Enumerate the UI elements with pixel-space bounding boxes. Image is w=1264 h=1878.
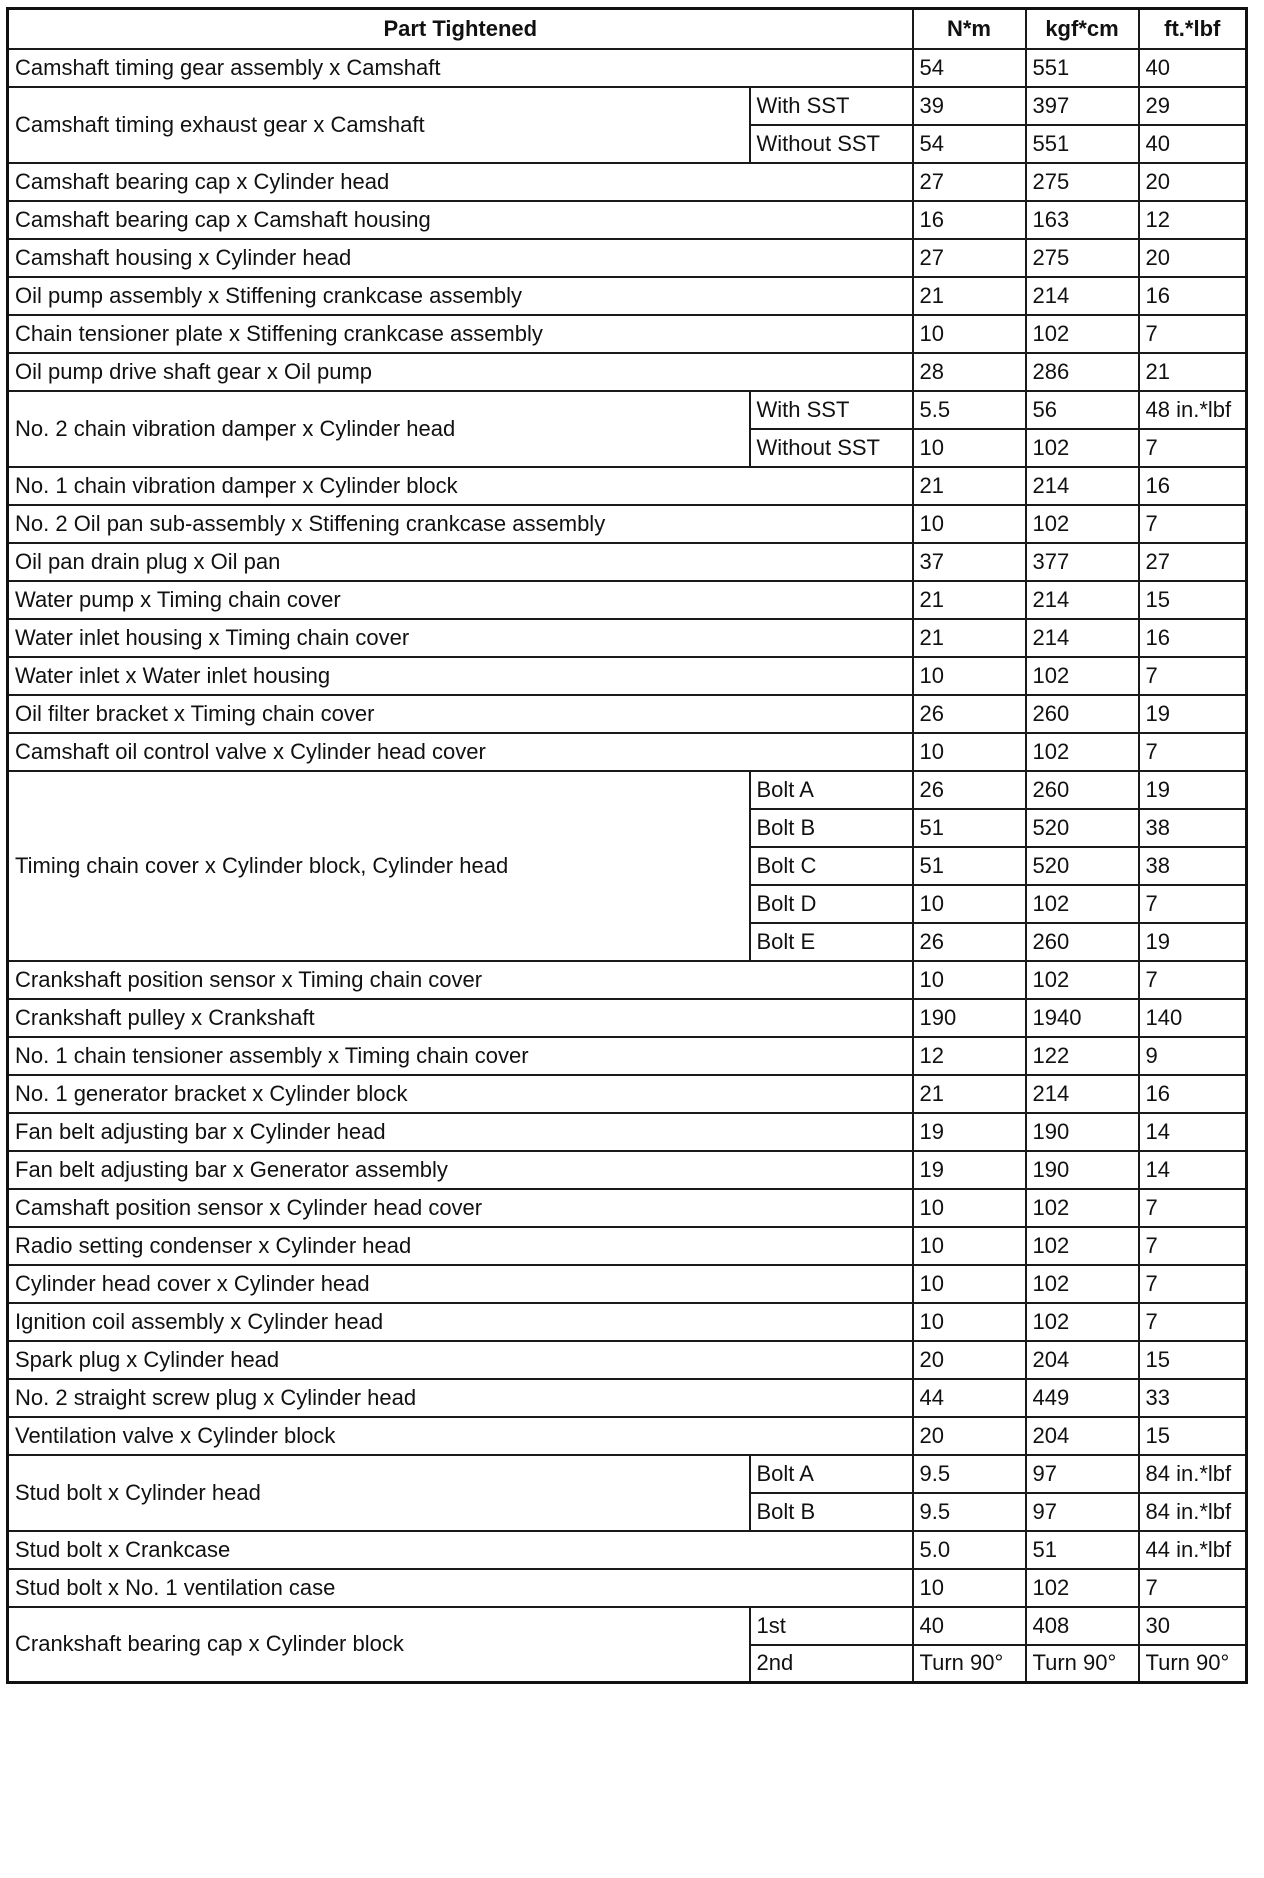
condition-cell: Bolt A [750, 771, 913, 809]
part-tightened-cell: Camshaft housing x Cylinder head [8, 239, 913, 277]
torque-ft-lbf-cell: 7 [1139, 1189, 1247, 1227]
header-ft-lbf: ft.*lbf [1139, 9, 1247, 49]
table-row [8, 1531, 1247, 1569]
table-row [8, 277, 1247, 315]
torque-nm-cell: 26 [913, 923, 1026, 961]
torque-nm-cell: 26 [913, 695, 1026, 733]
torque-kgf-cm-cell: 520 [1026, 809, 1139, 847]
part-tightened-cell: Crankshaft position sensor x Timing chain cover [8, 961, 913, 999]
torque-nm-cell: 21 [913, 1075, 1026, 1113]
torque-kgf-cm-cell: 102 [1026, 505, 1139, 543]
torque-kgf-cm-cell: 214 [1026, 619, 1139, 657]
part-tightened-cell: Oil pan drain plug x Oil pan [8, 543, 913, 581]
torque-ft-lbf-cell: 29 [1139, 87, 1247, 125]
torque-kgf-cm-cell: 102 [1026, 1303, 1139, 1341]
torque-kgf-cm-cell: 102 [1026, 429, 1139, 467]
part-tightened-cell: Crankshaft bearing cap x Cylinder block [8, 1607, 750, 1683]
torque-kgf-cm-cell: 1940 [1026, 999, 1139, 1037]
torque-nm-cell: 40 [913, 1607, 1026, 1645]
table-row [8, 315, 1247, 353]
torque-nm-cell: 20 [913, 1341, 1026, 1379]
part-tightened-cell: Oil filter bracket x Timing chain cover [8, 695, 913, 733]
table-row [8, 1379, 1247, 1417]
torque-nm-cell: 10 [913, 429, 1026, 467]
table-header-row [8, 9, 1247, 49]
torque-nm-cell: 10 [913, 1303, 1026, 1341]
torque-ft-lbf-cell: 44 in.*lbf [1139, 1531, 1247, 1569]
condition-cell: With SST [750, 87, 913, 125]
table-row [8, 619, 1247, 657]
torque-nm-cell: 10 [913, 505, 1026, 543]
part-tightened-cell: Chain tensioner plate x Stiffening crankcase assembly [8, 315, 913, 353]
part-tightened-cell: Camshaft oil control valve x Cylinder head cover [8, 733, 913, 771]
torque-nm-cell: 10 [913, 315, 1026, 353]
torque-ft-lbf-cell: 7 [1139, 505, 1247, 543]
torque-kgf-cm-cell: 551 [1026, 125, 1139, 163]
torque-ft-lbf-cell: 7 [1139, 315, 1247, 353]
table-row [8, 771, 1247, 809]
torque-nm-cell: 51 [913, 809, 1026, 847]
torque-kgf-cm-cell: 122 [1026, 1037, 1139, 1075]
part-tightened-cell: No. 2 straight screw plug x Cylinder head [8, 1379, 913, 1417]
table-row [8, 353, 1247, 391]
torque-ft-lbf-cell: 21 [1139, 353, 1247, 391]
torque-kgf-cm-cell: 97 [1026, 1455, 1139, 1493]
table-row [8, 1075, 1247, 1113]
torque-kgf-cm-cell: 163 [1026, 201, 1139, 239]
table-row [8, 49, 1247, 87]
torque-nm-cell: 9.5 [913, 1493, 1026, 1531]
torque-nm-cell: 44 [913, 1379, 1026, 1417]
part-tightened-cell: Stud bolt x No. 1 ventilation case [8, 1569, 913, 1607]
torque-nm-cell: 21 [913, 467, 1026, 505]
torque-nm-cell: 5.5 [913, 391, 1026, 429]
table-row [8, 239, 1247, 277]
part-tightened-cell: No. 1 chain vibration damper x Cylinder block [8, 467, 913, 505]
table-row [8, 1607, 1247, 1645]
torque-ft-lbf-cell: 12 [1139, 201, 1247, 239]
torque-nm-cell: 54 [913, 125, 1026, 163]
torque-nm-cell: 37 [913, 543, 1026, 581]
torque-nm-cell: 10 [913, 1569, 1026, 1607]
torque-kgf-cm-cell: 214 [1026, 467, 1139, 505]
torque-ft-lbf-cell: 38 [1139, 847, 1247, 885]
table-row [8, 1037, 1247, 1075]
torque-nm-cell: 10 [913, 733, 1026, 771]
torque-ft-lbf-cell: 7 [1139, 733, 1247, 771]
condition-cell: Without SST [750, 429, 913, 467]
part-tightened-cell: No. 2 chain vibration damper x Cylinder head [8, 391, 750, 467]
torque-nm-cell: 10 [913, 657, 1026, 695]
table-row [8, 961, 1247, 999]
torque-ft-lbf-cell: 20 [1139, 163, 1247, 201]
torque-nm-cell: 39 [913, 87, 1026, 125]
table-row [8, 1189, 1247, 1227]
part-tightened-cell: No. 1 chain tensioner assembly x Timing chain cover [8, 1037, 913, 1075]
torque-nm-cell: 27 [913, 239, 1026, 277]
condition-cell: 1st [750, 1607, 913, 1645]
part-tightened-cell: Water pump x Timing chain cover [8, 581, 913, 619]
torque-ft-lbf-cell: 48 in.*lbf [1139, 391, 1247, 429]
torque-specification-table [6, 7, 1248, 1684]
torque-nm-cell: Turn 90° [913, 1645, 1026, 1683]
table-row [8, 1417, 1247, 1455]
torque-nm-cell: 19 [913, 1151, 1026, 1189]
torque-ft-lbf-cell: 19 [1139, 923, 1247, 961]
torque-kgf-cm-cell: 102 [1026, 733, 1139, 771]
part-tightened-cell: Water inlet housing x Timing chain cover [8, 619, 913, 657]
torque-kgf-cm-cell: 377 [1026, 543, 1139, 581]
torque-ft-lbf-cell: 27 [1139, 543, 1247, 581]
part-tightened-cell: Stud bolt x Cylinder head [8, 1455, 750, 1531]
torque-ft-lbf-cell: 19 [1139, 695, 1247, 733]
torque-ft-lbf-cell: 30 [1139, 1607, 1247, 1645]
header-part-tightened: Part Tightened [8, 9, 913, 49]
torque-nm-cell: 5.0 [913, 1531, 1026, 1569]
condition-cell: Bolt D [750, 885, 913, 923]
torque-nm-cell: 10 [913, 885, 1026, 923]
condition-cell: With SST [750, 391, 913, 429]
torque-nm-cell: 21 [913, 277, 1026, 315]
torque-ft-lbf-cell: 14 [1139, 1151, 1247, 1189]
part-tightened-cell: Crankshaft pulley x Crankshaft [8, 999, 913, 1037]
part-tightened-cell: Oil pump drive shaft gear x Oil pump [8, 353, 913, 391]
torque-ft-lbf-cell: 7 [1139, 1265, 1247, 1303]
table-row [8, 505, 1247, 543]
torque-nm-cell: 9.5 [913, 1455, 1026, 1493]
part-tightened-cell: Fan belt adjusting bar x Cylinder head [8, 1113, 913, 1151]
table-row [8, 391, 1247, 429]
torque-ft-lbf-cell: 16 [1139, 277, 1247, 315]
torque-kgf-cm-cell: 102 [1026, 961, 1139, 999]
part-tightened-cell: Ignition coil assembly x Cylinder head [8, 1303, 913, 1341]
torque-kgf-cm-cell: 102 [1026, 1189, 1139, 1227]
torque-nm-cell: 54 [913, 49, 1026, 87]
torque-nm-cell: 28 [913, 353, 1026, 391]
part-tightened-cell: Oil pump assembly x Stiffening crankcase assembly [8, 277, 913, 315]
header-kgf-cm: kgf*cm [1026, 9, 1139, 49]
torque-nm-cell: 10 [913, 1189, 1026, 1227]
torque-ft-lbf-cell: 15 [1139, 1417, 1247, 1455]
torque-ft-lbf-cell: 140 [1139, 999, 1247, 1037]
torque-nm-cell: 190 [913, 999, 1026, 1037]
torque-kgf-cm-cell: 551 [1026, 49, 1139, 87]
torque-nm-cell: 20 [913, 1417, 1026, 1455]
torque-ft-lbf-cell: 7 [1139, 657, 1247, 695]
table-row [8, 163, 1247, 201]
torque-ft-lbf-cell: 16 [1139, 1075, 1247, 1113]
table-row [8, 1455, 1247, 1493]
condition-cell: Bolt A [750, 1455, 913, 1493]
torque-nm-cell: 26 [913, 771, 1026, 809]
part-tightened-cell: Camshaft bearing cap x Cylinder head [8, 163, 913, 201]
condition-cell: Bolt E [750, 923, 913, 961]
part-tightened-cell: No. 1 generator bracket x Cylinder block [8, 1075, 913, 1113]
torque-kgf-cm-cell: 102 [1026, 1227, 1139, 1265]
torque-kgf-cm-cell: 204 [1026, 1417, 1139, 1455]
torque-kgf-cm-cell: 214 [1026, 277, 1139, 315]
torque-ft-lbf-cell: 7 [1139, 885, 1247, 923]
part-tightened-cell: Water inlet x Water inlet housing [8, 657, 913, 695]
torque-ft-lbf-cell: 7 [1139, 429, 1247, 467]
torque-kgf-cm-cell: 214 [1026, 581, 1139, 619]
torque-kgf-cm-cell: 275 [1026, 163, 1139, 201]
part-tightened-cell: Camshaft timing exhaust gear x Camshaft [8, 87, 750, 163]
table-row [8, 1265, 1247, 1303]
part-tightened-cell: Radio setting condenser x Cylinder head [8, 1227, 913, 1265]
torque-ft-lbf-cell: 38 [1139, 809, 1247, 847]
torque-kgf-cm-cell: 260 [1026, 923, 1139, 961]
torque-ft-lbf-cell: 84 in.*lbf [1139, 1455, 1247, 1493]
torque-nm-cell: 10 [913, 1227, 1026, 1265]
table-row [8, 543, 1247, 581]
torque-nm-cell: 21 [913, 619, 1026, 657]
torque-kgf-cm-cell: 56 [1026, 391, 1139, 429]
table-row [8, 1151, 1247, 1189]
torque-kgf-cm-cell: 102 [1026, 885, 1139, 923]
torque-ft-lbf-cell: 9 [1139, 1037, 1247, 1075]
torque-kgf-cm-cell: 214 [1026, 1075, 1139, 1113]
torque-ft-lbf-cell: 7 [1139, 1569, 1247, 1607]
torque-kgf-cm-cell: 275 [1026, 239, 1139, 277]
part-tightened-cell: Camshaft position sensor x Cylinder head cover [8, 1189, 913, 1227]
part-tightened-cell: Fan belt adjusting bar x Generator assembly [8, 1151, 913, 1189]
torque-ft-lbf-cell: 40 [1139, 125, 1247, 163]
table-row [8, 1569, 1247, 1607]
torque-ft-lbf-cell: 16 [1139, 619, 1247, 657]
table-row [8, 1113, 1247, 1151]
torque-ft-lbf-cell: 33 [1139, 1379, 1247, 1417]
torque-ft-lbf-cell: 40 [1139, 49, 1247, 87]
torque-kgf-cm-cell: Turn 90° [1026, 1645, 1139, 1683]
part-tightened-cell: Timing chain cover x Cylinder block, Cylinder head [8, 771, 750, 961]
header-nm: N*m [913, 9, 1026, 49]
torque-nm-cell: 51 [913, 847, 1026, 885]
table-row [8, 657, 1247, 695]
torque-ft-lbf-cell: 7 [1139, 1303, 1247, 1341]
table-row [8, 999, 1247, 1037]
torque-nm-cell: 10 [913, 1265, 1026, 1303]
part-tightened-cell: Ventilation valve x Cylinder block [8, 1417, 913, 1455]
condition-cell: Bolt B [750, 809, 913, 847]
torque-ft-lbf-cell: 15 [1139, 581, 1247, 619]
torque-kgf-cm-cell: 102 [1026, 1265, 1139, 1303]
torque-kgf-cm-cell: 520 [1026, 847, 1139, 885]
torque-ft-lbf-cell: Turn 90° [1139, 1645, 1247, 1683]
torque-ft-lbf-cell: 20 [1139, 239, 1247, 277]
part-tightened-cell: Camshaft timing gear assembly x Camshaft [8, 49, 913, 87]
condition-cell: 2nd [750, 1645, 913, 1683]
torque-ft-lbf-cell: 7 [1139, 1227, 1247, 1265]
torque-ft-lbf-cell: 15 [1139, 1341, 1247, 1379]
torque-kgf-cm-cell: 102 [1026, 657, 1139, 695]
torque-nm-cell: 10 [913, 961, 1026, 999]
torque-nm-cell: 16 [913, 201, 1026, 239]
torque-kgf-cm-cell: 449 [1026, 1379, 1139, 1417]
torque-nm-cell: 27 [913, 163, 1026, 201]
table-body [8, 49, 1247, 1683]
torque-kgf-cm-cell: 397 [1026, 87, 1139, 125]
torque-ft-lbf-cell: 19 [1139, 771, 1247, 809]
part-tightened-cell: Camshaft bearing cap x Camshaft housing [8, 201, 913, 239]
torque-ft-lbf-cell: 7 [1139, 961, 1247, 999]
table-row [8, 467, 1247, 505]
part-tightened-cell: Spark plug x Cylinder head [8, 1341, 913, 1379]
torque-kgf-cm-cell: 260 [1026, 695, 1139, 733]
table-row [8, 1303, 1247, 1341]
torque-ft-lbf-cell: 16 [1139, 467, 1247, 505]
torque-kgf-cm-cell: 260 [1026, 771, 1139, 809]
torque-nm-cell: 19 [913, 1113, 1026, 1151]
torque-kgf-cm-cell: 190 [1026, 1113, 1139, 1151]
torque-kgf-cm-cell: 102 [1026, 315, 1139, 353]
table-row [8, 733, 1247, 771]
torque-kgf-cm-cell: 204 [1026, 1341, 1139, 1379]
torque-nm-cell: 12 [913, 1037, 1026, 1075]
torque-kgf-cm-cell: 102 [1026, 1569, 1139, 1607]
part-tightened-cell: Cylinder head cover x Cylinder head [8, 1265, 913, 1303]
torque-kgf-cm-cell: 190 [1026, 1151, 1139, 1189]
condition-cell: Without SST [750, 125, 913, 163]
torque-ft-lbf-cell: 84 in.*lbf [1139, 1493, 1247, 1531]
table-row [8, 1227, 1247, 1265]
table-row [8, 695, 1247, 733]
torque-kgf-cm-cell: 51 [1026, 1531, 1139, 1569]
part-tightened-cell: Stud bolt x Crankcase [8, 1531, 913, 1569]
torque-nm-cell: 21 [913, 581, 1026, 619]
torque-kgf-cm-cell: 286 [1026, 353, 1139, 391]
condition-cell: Bolt B [750, 1493, 913, 1531]
torque-kgf-cm-cell: 97 [1026, 1493, 1139, 1531]
condition-cell: Bolt C [750, 847, 913, 885]
part-tightened-cell: No. 2 Oil pan sub-assembly x Stiffening crankcase assembly [8, 505, 913, 543]
table-row [8, 581, 1247, 619]
torque-kgf-cm-cell: 408 [1026, 1607, 1139, 1645]
table-row [8, 1341, 1247, 1379]
table-row [8, 201, 1247, 239]
table-row [8, 87, 1247, 125]
torque-ft-lbf-cell: 14 [1139, 1113, 1247, 1151]
